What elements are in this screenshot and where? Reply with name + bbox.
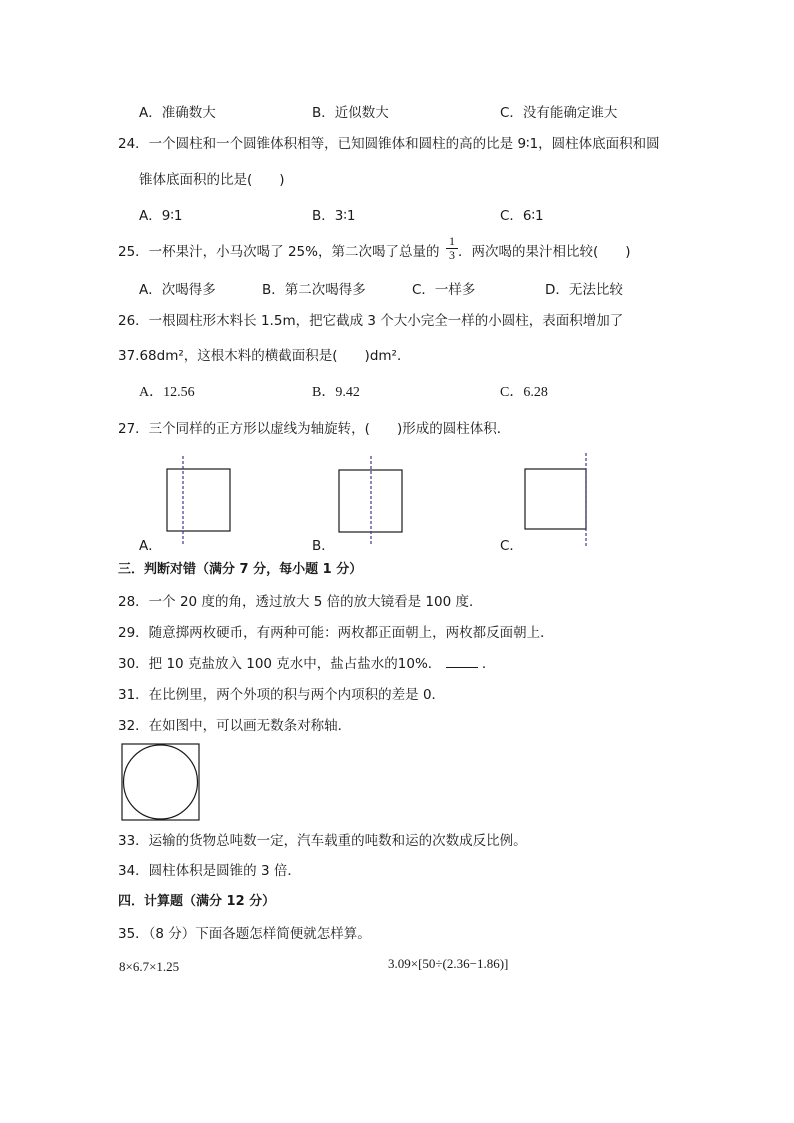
q34-text: 34．圆柱体积是圆锥的 3 倍． [118,863,301,879]
q25-frac-denominator: 3 [449,248,455,262]
q25-text-after: ．两次喝的果汁相比较( ) [458,244,631,260]
q29-text: 29．随意掷两枚硬币，有两种可能：两枚都正面朝上，两枚都反面朝上． [118,625,554,641]
q30-question: 30．把 10 克盐放入 100 克水中，盐占盐水的10%． [118,656,442,672]
q25-option-b: B．第二次喝得多 [262,282,366,298]
q24-text-line1: 24．一个圆柱和一个圆锥体积相等，已知圆锥体和圆柱的高的比是 9∶1，圆柱体底面积和圆 [118,136,660,152]
q27-option-c: C． [500,538,523,554]
q26-text-line2: 37.68dm²，这根木料的横截面积是( )dm²． [118,348,411,364]
q26-text-line1: 26．一根圆柱形木料长 1.5m，把它截成 3 个大小完全一样的小圆柱，表面积增加了 [118,313,624,329]
section3-title: 三．判断对错（满分 7 分，每小题 1 分） [118,562,363,577]
q35-text: 35．（8 分）下面各题怎样简便就怎样算。 [118,926,371,942]
q25-text-before: 25．一杯果汁，小马次喝了 25%，第二次喝了总量的 [118,244,440,260]
q27-square-c [525,469,586,529]
q30-text [118,655,495,673]
q26-option-c: C．6.28 [500,385,548,400]
section4-title: 四．计算题（满分 12 分） [118,894,276,909]
q32-circle [124,745,198,819]
q35-expression-2: 3.09×[50÷(2.36−1.86)] [388,956,509,971]
q27-square-a [167,469,230,531]
q26-option-b: B．9.42 [312,385,360,400]
q28-text: 28．一个 20 度的角，透过放大 5 倍的放大镜看是 100 度． [118,594,483,610]
q31-text: 31．在比例里，两个外项的积与两个内项积的差是 0． [118,687,446,703]
q25-option-c: C．一样多 [412,282,476,298]
q32-square [122,744,199,820]
q27-text: 27．三个同样的正方形以虚线为轴旋转，( )形成的圆柱体积． [118,421,511,437]
q23-option-a: A．准确数大 [139,105,216,121]
q23-option-c: C．没有能确定谁大 [500,105,618,121]
q25-frac-numerator: 1 [449,234,455,248]
q24-text-line2: 锥体底面积的比是( ) [139,172,285,188]
q30-tail: ． [481,656,496,672]
q35-expression-1: 8×6.7×1.25 [119,959,180,974]
q24-option-c: C．6∶1 [500,208,544,224]
q30-answer-blank[interactable] [446,655,478,668]
q25-option-a: A．次喝得多 [139,282,216,298]
q24-option-a: A．9∶1 [139,208,183,224]
q23-option-b: B．近似数大 [312,105,389,121]
q32-text: 32．在如图中，可以画无数条对称轴． [118,718,352,734]
q26-option-a: A．12.56 [139,385,195,400]
q33-text: 33．运输的货物总吨数一定，汽车载重的吨数和运的次数成反比例。 [118,833,527,849]
q25-option-d: D．无法比较 [545,282,623,298]
q27-option-a: A． [139,538,162,554]
q27-option-b: B． [312,538,335,554]
q24-option-b: B．3∶1 [312,208,356,224]
